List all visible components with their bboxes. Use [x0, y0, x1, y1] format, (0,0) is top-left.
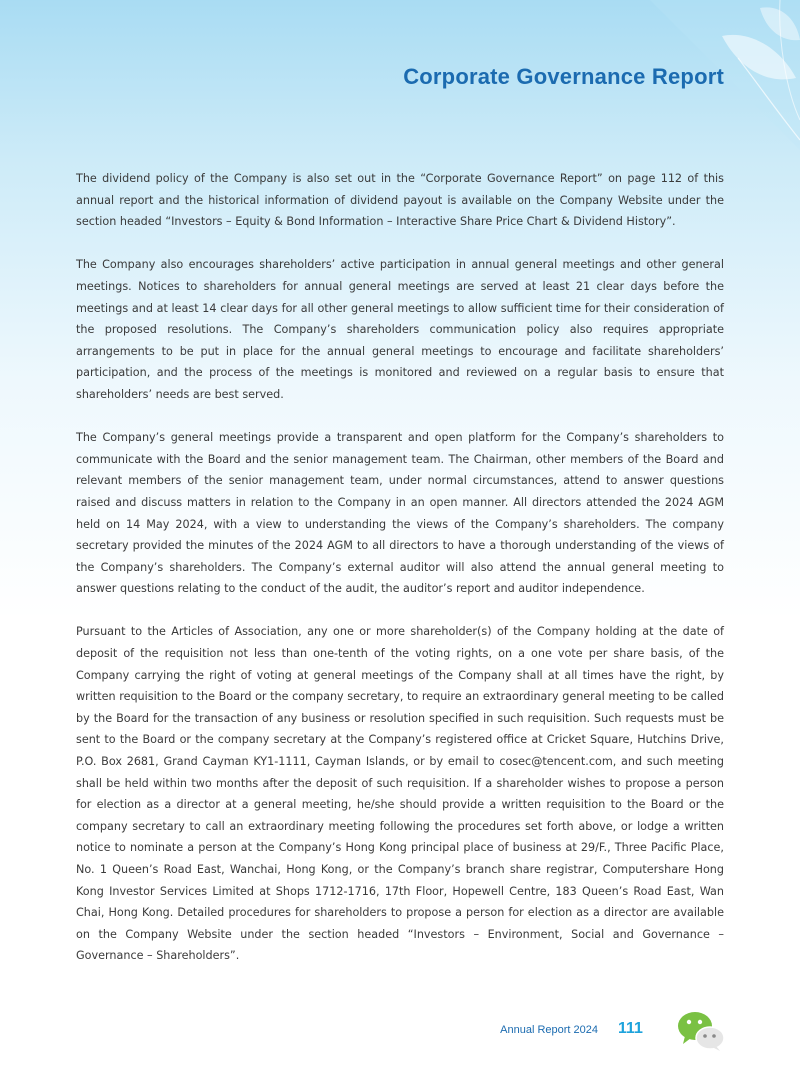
- page-number: 111: [618, 1020, 643, 1037]
- paragraph-shareholder-participation: The Company also encourages shareholders’ active participation in annual general meetings and other general meetings. Notices to shareholders for annual general meetings are served at least 21 clear days before the meetings and at least 14 clear days for all other general meetings to allow sufficient time for their consideration of the proposed resolutions. The Company’s shareholders communication policy also requires appropriate arrangements to be put in place for the annual general meetings to encourage and facilitate shareholders’ participation, and the process of the meetings is monitored and reviewed on a regular basis to ensure that shareholders’ needs are best served.: [76, 258, 724, 401]
- footer-report-label: Annual Report 2024: [500, 1024, 598, 1036]
- page-title: Corporate Governance Report: [403, 64, 724, 89]
- paragraph-general-meetings: The Company’s general meetings provide a transparent and open platform for the Company’s shareholders to communicate with the Board and the senior management team. The Chairman, other members of the Board and relevant members of the senior management team, under normal circumstances, attend to answer questions raised and discuss matters in relation to the Company in an open manner. All directors attended the 2024 AGM held on 14 May 2024, with a view to understanding the views of the Company’s shareholders. The company secretary provided the minutes of the 2024 AGM to all directors to have a thorough understanding of the views of the Company’s shareholders. The Company’s external auditor will also attend the annual general meeting to answer questions relating to the conduct of the audit, the auditor’s report and auditor independence.: [76, 431, 724, 596]
- paragraph-requisition-rights: Pursuant to the Articles of Association, any one or more shareholder(s) of the Company holding at the date of deposit of the requisition not less than one-tenth of the voting rights, on a one vote per share basis, of the Company carrying the right of voting at general meetings of the Company shall at all times have the right, by written requisition to the Board or the company secretary, to require an extraordinary general meeting to be called by the Board for the transaction of any business or resolution specified in such requisition. Such requests must be sent to the Board or the company secretary at the Company’s registered office at Cricket Square, Hutchins Drive, P.O. Box 2681, Grand Cayman KY1-1111, Cayman Islands, or by email to cosec@tencent.com, and such meeting shall be held within two months after the deposit of such requisition. If a shareholder wishes to propose a person for election as a director at a general meeting, he/she should provide a written requisition to the Board or the company secretary to call an extraordinary meeting following the procedures set forth above, or lodge a written notice to nominate a person at the Company’s Hong Kong principal place of business at 29/F., Three Pacific Place, No. 1 Queen’s Road East, Wanchai, Hong Kong, or the Company’s branch share registrar, Computershare Hong Kong Investor Services Limited at Shops 1712-1716, 17th Floor, Hopewell Centre, 183 Queen’s Road East, Wan Chai, Hong Kong. Detailed procedures for shareholders to propose a person for election as a director are available on the Company Website under the section headed “Investors – Environment, Social and Governance – Governance – Shareholders”.: [76, 625, 724, 963]
- wechat-logo-icon: [676, 1010, 726, 1052]
- body-text: [76, 168, 724, 989]
- paragraph-dividend-policy: The dividend policy of the Company is also set out in the “Corporate Governance Report” on page 112 of this annual report and the historical information of dividend payout is available on the Company Website under the section headed “Investors – Equity & Bond Information – Interactive Share Price Chart & Dividend History”.: [76, 172, 724, 229]
